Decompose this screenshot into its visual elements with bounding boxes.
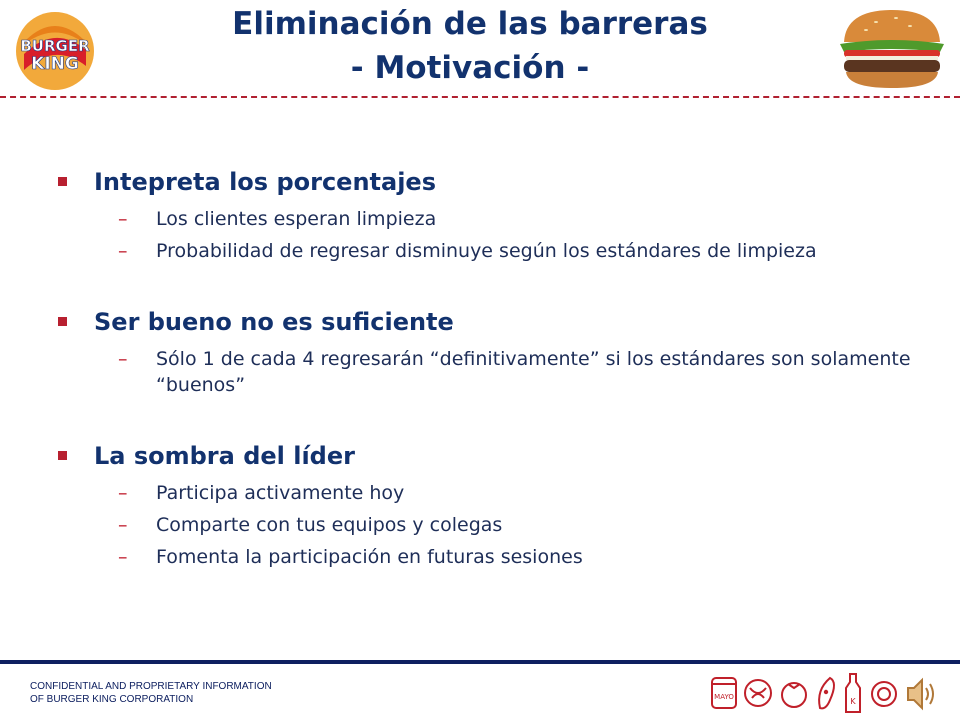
section-heading-3: La sombra del líder [58, 438, 928, 474]
title-line-1: Eliminación de las barreras [232, 6, 708, 42]
lettuce-icon [745, 680, 771, 706]
svg-text:K: K [850, 697, 856, 706]
tomato-icon [782, 683, 806, 707]
ketchup-bottle-icon [846, 674, 860, 712]
mayo-jar-icon [712, 678, 736, 708]
burger-king-logo [14, 10, 96, 92]
footer-divider [0, 660, 960, 664]
bullet-square-icon [58, 451, 67, 460]
list-item: – Fomenta la participación en futuras sesiones [118, 546, 583, 568]
list-item: – Sólo 1 de cada 4 regresarán “definitivamente” si los estándares son solamente “buenos” [118, 348, 911, 396]
footer-icons [708, 670, 948, 716]
list-item: – Comparte con tus equipos y colegas [118, 514, 503, 536]
list-item: – Probabilidad de regresar disminuye según los estándares de limpieza [118, 240, 817, 262]
slide-title [110, 2, 830, 90]
bullet-square-icon [58, 317, 67, 326]
title-line-2: - Motivación - [350, 50, 590, 86]
onion-icon [872, 682, 896, 706]
svg-text:KING: KING [31, 54, 79, 74]
bullet-list [58, 164, 928, 570]
burger-image [836, 6, 948, 92]
section-heading-2: Ser bueno no es suficiente [58, 304, 928, 340]
svg-text:MAYO: MAYO [714, 693, 734, 701]
svg-text:BURGER: BURGER [20, 37, 90, 55]
header-divider [0, 96, 960, 98]
list-item: – Los clientes esperan limpieza [118, 208, 437, 230]
confidential-notice: CONFIDENTIAL AND PROPRIETARY INFORMATION OF BURGER KING CORPORATION [30, 681, 272, 705]
section-heading-1: Intepreta los porcentajes [58, 164, 928, 200]
bullet-square-icon [58, 177, 67, 186]
pickle-icon [819, 678, 834, 708]
speaker-icon [908, 680, 933, 708]
list-item: – Participa activamente hoy [118, 482, 405, 504]
